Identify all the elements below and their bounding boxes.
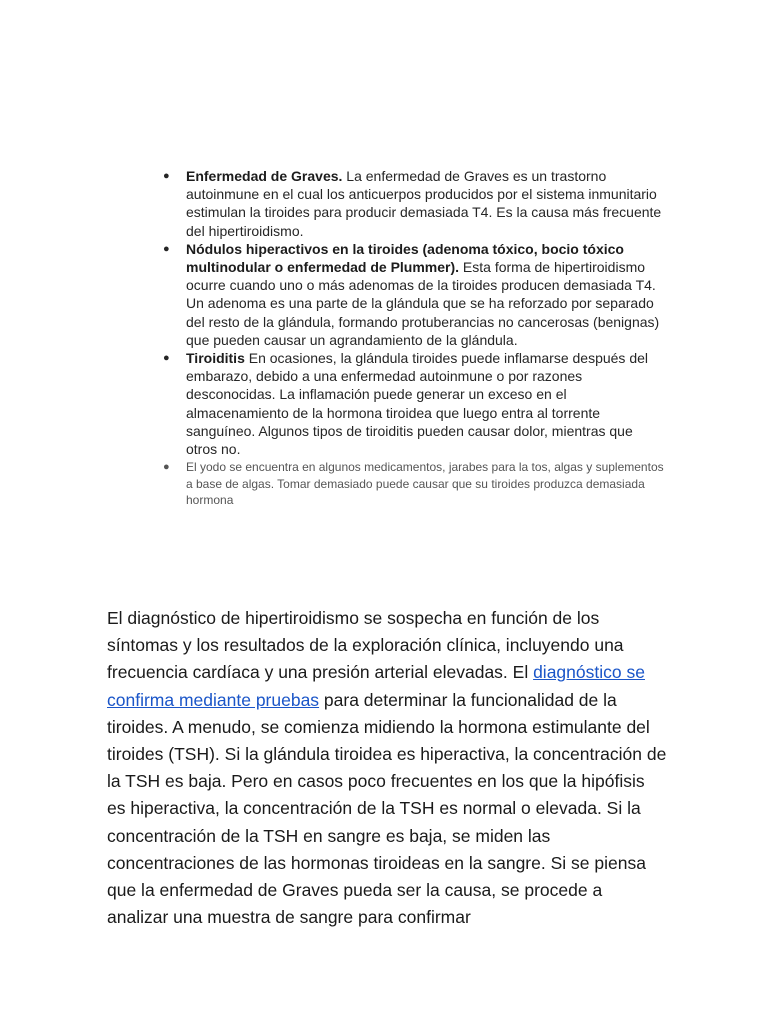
- list-item-text: La enfermedad de Graves es un trastorno autoinmune en el cual los anticuerpos producidos por el sistema inmunitario estimulan la tiroides para producir demasiada T4. Es la causa más frecuente del hipertiroidismo.: [186, 168, 662, 239]
- list-item-nodules: [160, 240, 665, 349]
- list-item-title: Enfermedad de Graves.: [186, 168, 343, 184]
- diagnosis-tests-link[interactable]: diagnóstico se confirma mediante pruebas: [107, 662, 645, 710]
- bullet-icon: ●: [163, 242, 170, 255]
- list-item-iodine: [160, 459, 665, 509]
- bullet-icon: ●: [163, 461, 170, 474]
- list-item-text: Esta forma de hipertiroidismo ocurre cuando uno o más adenomas de la tiroides producen demasiada T4. Un adenoma es una parte de la glándula que se ha reforzado por separado del resto de la glándula, formando protuberancias no cancerosas (benignas) que pueden causar un agrandamiento de la glándula.: [186, 259, 660, 348]
- paragraph-text-end: para determinar la funcionalidad de la tiroides. A menudo, se comienza midiendo la hormona estimulante del tiroides (TSH). Si la glándula tiroidea es hiperactiva, la concentración de la TSH es baja. Pero en casos poco frecuentes en los que la hipófisis es hiperactiva, la concentración de la TSH es normal o elevada. Si la concentración de la TSH en sangre es baja, se miden las concentraciones de las hormonas tiroideas en la sangre. Si se piensa que la enfermedad de Graves pueda ser la causa, se procede a analizar una muestra de sangre para confirmar: [107, 689, 667, 928]
- list-item-thyroiditis: [160, 349, 665, 458]
- list-item-text: En ocasiones, la glándula tiroides puede inflamarse después del embarazo, debido a una enfermedad autoinmune o por razones desconocidas. La inflamación puede generar un exceso en el almacenamiento de la hormona tiroidea que luego entra al torrente sanguíneo. Algunos tipos de tiroiditis pueden causar dolor, mientras que otros no.: [186, 350, 649, 458]
- diagnosis-paragraph: [107, 605, 667, 931]
- bullet-icon: ●: [163, 170, 170, 182]
- paragraph-text-start: El diagnóstico de hipertiroidismo se sospecha en función de los síntomas y los resultados de la exploración clínica, incluyendo una frecuencia cardíaca y una presión arterial elevadas. El: [107, 608, 624, 683]
- list-item-title: Nódulos hiperactivos en la tiroides (adenoma tóxico, bocio tóxico multinodular o enfermedad de Plummer).: [186, 240, 624, 276]
- list-item-text: El yodo se encuentra en algunos medicamentos, jarabes para la tos, algas y suplementos a base de algas. Tomar demasiado puede causar que su tiroides produzca demasiada hormona: [186, 460, 664, 508]
- hyperthyroidism-causes-list: [160, 167, 665, 509]
- bullet-icon: ●: [163, 352, 170, 365]
- list-item-title: Tiroiditis: [186, 350, 245, 367]
- list-item-graves: [160, 167, 665, 240]
